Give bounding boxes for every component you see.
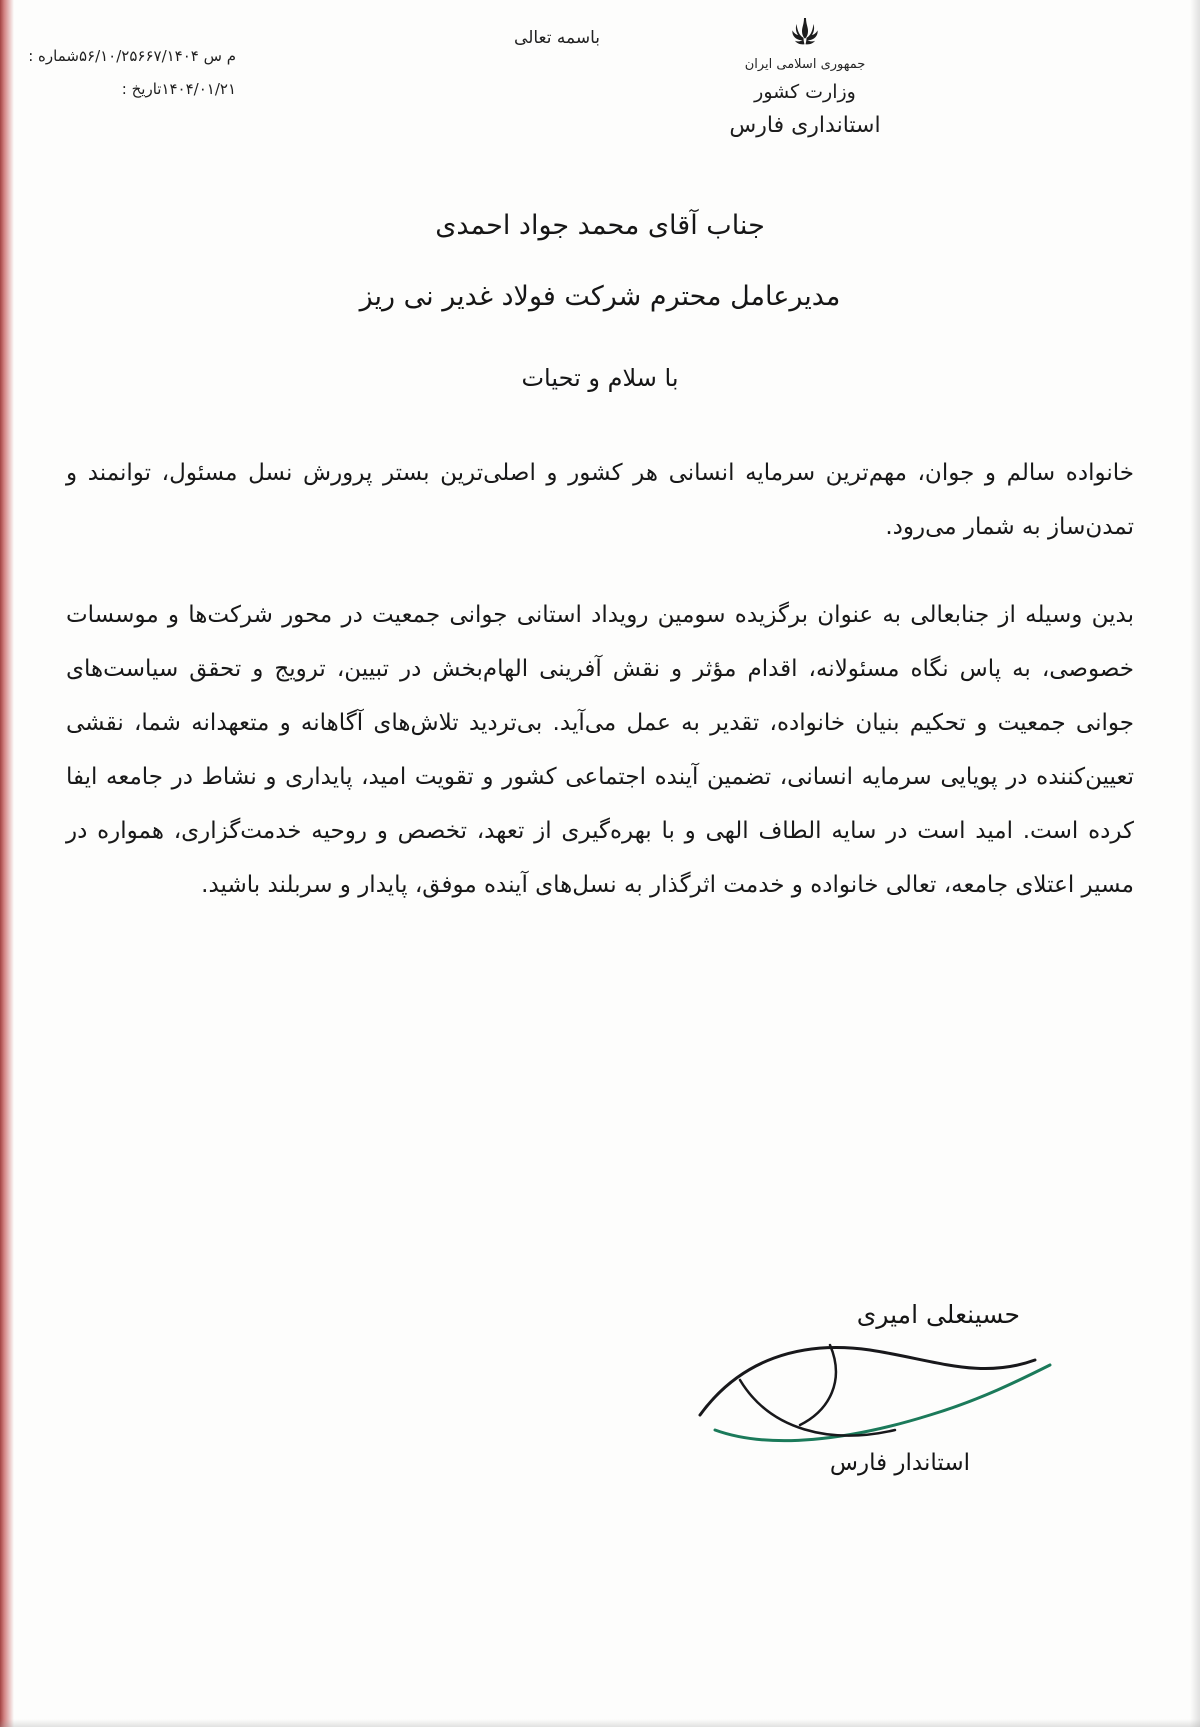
- paragraph-2: بدین وسیله از جنابعالی به عنوان برگزیده سومین رویداد استانی جوانی جمعیت در محور شرکت‌ها و موسسات خصوصی، به پاس نگاه مسئولانه، اقدام مؤثر و نقش آفرینی الهام‌بخش در تبیین، ترویج و تحقق سیاست‌های جوانی جمعیت و تحکیم بنیان خانواده، تقدیر به عمل می‌آید. بی‌تردید تلاش‌های آگاهانه و متعهدانه شما، نقشی تعیین‌کننده در پویایی سرمایه انسانی، تضمین آینده اجتماعی کشور و تقویت امید، پایداری و نشاط در جامعه ایفا کرده است. امید است در سایه الطاف الهی و با بهره‌گیری از تعهد، تخصص و روحیه خدمت‌گزاری، همواره در مسیر اعتلای جامعه، تعالی خانواده و خدمت اثرگذار به نسل‌های آینده موفق، پایدار و سربلند باشید.: [66, 602, 1134, 899]
- document-date-value: ۱۴۰۴/۰۱/۲۱: [161, 80, 236, 98]
- letter-body: [60, 210, 1140, 946]
- meta-row: [15, 40, 240, 73]
- document-date-label: تاریخ :: [121, 80, 162, 98]
- iran-emblem-icon: [640, 14, 970, 54]
- paragraph-1: خانواده سالم و جوان، مهم‌ترین سرمایه انسانی هر کشور و اصلی‌ترین بستر پرورش نسل مسئول، توانمند و تمدن‌ساز به شمار می‌رود.: [66, 460, 1134, 541]
- letterhead: [0, 0, 1200, 170]
- emblem-country-line: جمهوری اسلامی ایران: [744, 57, 866, 72]
- signatory-name: حسینعلی امیری: [856, 1300, 1020, 1329]
- emblem-office-line: استانداری فارس: [729, 113, 881, 139]
- scan-edge-left: [0, 0, 14, 1727]
- organization-emblem-block: [640, 14, 970, 141]
- document-number-label: شماره :: [28, 47, 79, 65]
- emblem-ministry-line: وزارت کشور: [754, 80, 856, 103]
- scan-edge-right: [1190, 0, 1200, 1727]
- meta-row: [15, 73, 240, 106]
- addressee-role: مدیرعامل محترم شرکت فولاد غدیر نی ریز: [359, 281, 841, 312]
- scan-edge-bottom: [0, 1719, 1200, 1727]
- salutation: با سلام و تحیات: [521, 364, 679, 392]
- signature-block: [660, 1300, 1080, 1530]
- document-number-value: ۵۶/۱۰/۲۵۶۶۷/۱۴۰۴ م س: [78, 47, 236, 65]
- addressee-name: جناب آقای محمد جواد احمدی: [435, 210, 765, 241]
- signatory-title: استاندار فارس: [829, 1450, 970, 1476]
- basmala-text: باسمه تعالی: [514, 28, 600, 48]
- document-meta-block: [15, 40, 240, 106]
